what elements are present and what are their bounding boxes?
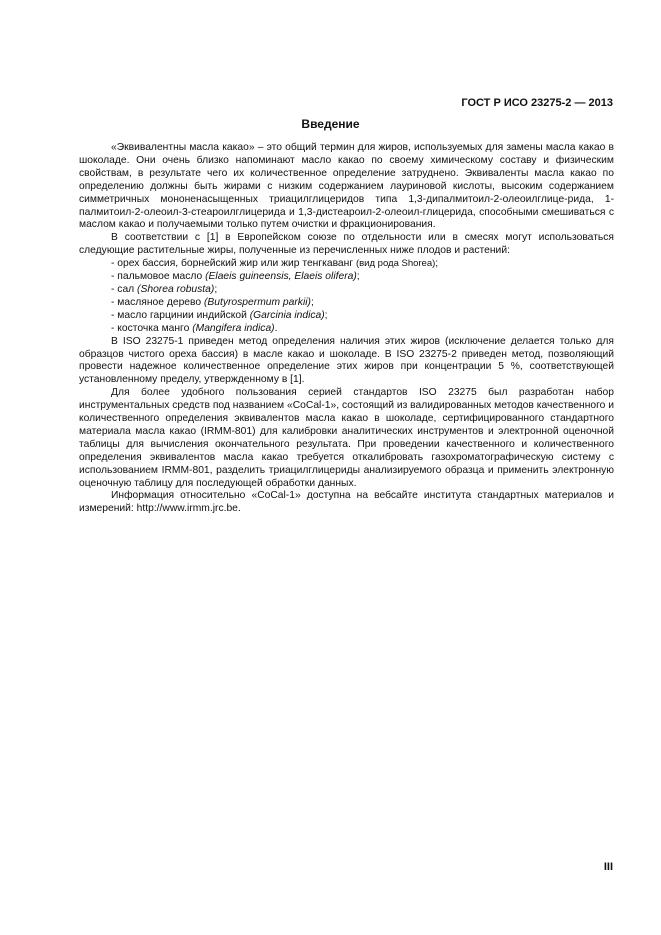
page-number: III: [603, 861, 613, 873]
document-body: [79, 142, 614, 516]
paragraph-cocal-toolkit: Для более удобного пользования серией стандартов ISO 23275 был разработан набор инструментальных средств под названием «CoCal-1», состоящий из валидированных методов качественного и количественного определения эквивалентов масла какао в шоколаде, сертифицированного стандартного материала масла какао (IRMM-801) для калибровки аналитических инструментов и электронной оценочной таблицы для вычисления окончательного результата. При проведении качественного и количественного определения эквивалентов масла какао требуется откалибровать газохроматографическую систему с использованием IRMM-801, разделить триацилглицериды анализируемого образца и применить электронную оценочную таблицу для последующей обработки данных.: [79, 387, 614, 489]
list-item: - масло гарцинии индийской (Garcinia indica);: [111, 309, 328, 321]
fat-list: [79, 258, 614, 335]
list-item: - пальмовое масло (Elaeis guineensis, Elaeis olifera);: [111, 271, 360, 283]
list-item: - масляное дерево (Butyrospermum parkii);: [111, 296, 314, 308]
page-title: Введение: [301, 117, 360, 131]
paragraph-eu-fats: В соответствии с [1] в Европейском союзе по отдельности или в смесях могут использоваться следующие растительные жиры, полученные из перечисленных ниже плодов и растений:: [79, 232, 614, 257]
list-item: - орех бассия, борнейский жир или жир тенгкаванг (вид рода Shorea);: [111, 258, 439, 270]
paragraph-intro: «Эквивалентны масла какао» – это общий термин для жиров, используемых для замены масла какао в шоколаде. Они очень близко напоминают масло какао по своему химическому составу и физическим свойствам, в результате чего их количественное определение затруднено. Эквиваленты масла какао по определению должны быть жирами с низким содержанием лауриновой кислоты, высоким содержанием симметричных мононенасыщенных триацилглицеридов типа 1,3-дипалмитоил-2-олеоилглице-рида, 1-палмитоил-2-олеоил-3-стеароилглицерида и 1,3-дистеароил-2-олеоил-глицерида, способными смешиваться с маслом какао и получаемыми только путем очистки и фракционирования.: [79, 142, 614, 231]
paragraph-iso-methods: В ISO 23275-1 приведен метод определения наличия этих жиров (исключение делается только для образцов чистого ореха бассия) в масле какао и шоколаде. В ISO 23275-2 приведен метод, позволяющий провести надежное количественное определение этих жиров при концентрации 5 %, соответствующей установленному пределу, утвержденному в [1].: [79, 335, 614, 386]
list-item: - сал (Shorea robusta);: [111, 283, 218, 295]
paragraph-website-info: Информация относительно «CoCal-1» доступна на вебсайте института стандартных материалов и измерений: http://www.irmm.jrc.be.: [79, 490, 614, 515]
list-item: - косточка манго (Mangifera indica).: [111, 322, 278, 334]
standard-id: ГОСТ Р ИСО 23275-2 — 2013: [461, 97, 613, 109]
